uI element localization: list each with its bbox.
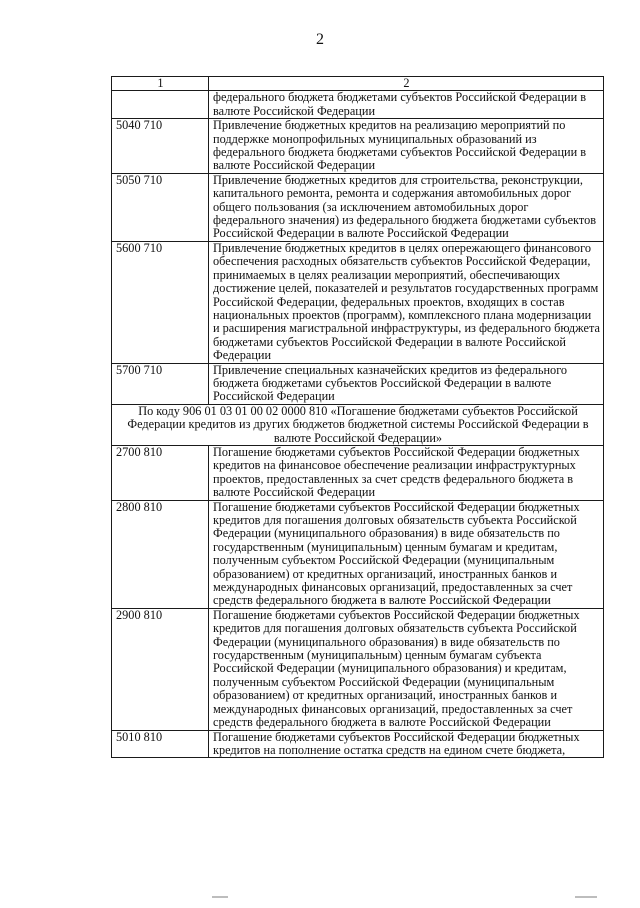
table-row [112,91,604,119]
row-code: 5040 710 [112,119,209,174]
table-row [112,363,604,404]
column-header-2: 2 [209,77,604,91]
column-header-1: 1 [112,77,209,91]
table-row [112,241,604,363]
scan-mark [575,896,597,898]
scan-artifact-marks [0,896,640,900]
row-code: 5050 710 [112,173,209,241]
row-description: федерального бюджета бюджетами субъектов Российской Федерации в валюте Российской Федерации [209,91,604,119]
section-heading-row [112,404,604,445]
row-description: Привлечение бюджетных кредитов на реализацию мероприятий по поддержке монопрофильных муниципальных образований из федерального бюджета бюджетами субъектов Российской Федерации в валюте Российской Федерации [209,119,604,174]
row-description: Погашение бюджетами субъектов Российской Федерации бюджетных кредитов на финансовое обеспечение реализации инфраструктурных проектов, предоставленных за счет средств федерального бюджета в валюте Российской Федерации [209,445,604,500]
page-number: 2 [316,31,324,48]
row-description: Погашение бюджетами субъектов Российской Федерации бюджетных кредитов на пополнение остатка средств на едином счете бюджета, [209,730,604,758]
row-description: Погашение бюджетами субъектов Российской Федерации бюджетных кредитов для погашения долговых обязательств субъекта Российской Федерации (муниципального образования) в виде обязательств по государственным (муниципальным) ценным бумагам субъекта Российской Федерации (муниципального образования) и кредитам, полученным субъектом Российской Федерации (муниципальным образованием) от кредитных организаций, иностранных банков и международных финансовых организаций, предоставленных за счет средств федерального бюджета в валюте Российской Федерации [209,608,604,730]
row-code: 2800 810 [112,500,209,608]
budget-codes-table [111,76,604,758]
table-row [112,730,604,758]
table-row [112,608,604,730]
section-heading: По коду 906 01 03 01 00 02 0000 810 «Погашение бюджетами субъектов Российской Федерации кредитов из других бюджетов бюджетной системы Российской Федерации в валюте Российской Федерации» [112,404,604,445]
row-description: Привлечение бюджетных кредитов в целях опережающего финансового обеспечения расходных обязательств субъектов Российской Федерации, принимаемых в целях реализации мероприятий, обеспечивающих достижение целей, показателей и результатов государственных программ Российской Федерации, федеральных проектов, входящих в состав национальных проектов (программ), комплексного плана модернизации и расширения магистральной инфраструктуры, из федерального бюджета бюджетами субъектов Российской Федерации в валюте Российской Федерации [209,241,604,363]
row-description: Погашение бюджетами субъектов Российской Федерации бюджетных кредитов для погашения долговых обязательств субъекта Российской Федерации (муниципального образования) в виде обязательств по государственным (муниципальным) ценным бумагам и кредитам, полученным субъектом Российской Федерации (муниципальным образованием) от кредитных организаций, иностранных банков и международных финансовых организаций, предоставленных за счет средств федерального бюджета в валюте Российской Федерации [209,500,604,608]
scan-mark [212,896,228,898]
table-row [112,173,604,241]
table-row [112,500,604,608]
table-row [112,119,604,174]
table-header-row [112,77,604,91]
row-code: 2900 810 [112,608,209,730]
row-code: 5700 710 [112,363,209,404]
row-code: 5010 810 [112,730,209,758]
row-description: Привлечение бюджетных кредитов для строительства, реконструкции, капитального ремонта, ремонта и содержания автомобильных дорог общего пользования (за исключением автомобильных дорог федерального значения) из федерального бюджета бюджетами субъектов Российской Федерации в валюте Российской Федерации [209,173,604,241]
table-row [112,445,604,500]
row-description: Привлечение специальных казначейских кредитов из федерального бюджета бюджетами субъектов Российской Федерации в валюте Российской Федерации [209,363,604,404]
row-code: 5600 710 [112,241,209,363]
row-code: 2700 810 [112,445,209,500]
row-code [112,91,209,119]
table-body [112,77,604,758]
